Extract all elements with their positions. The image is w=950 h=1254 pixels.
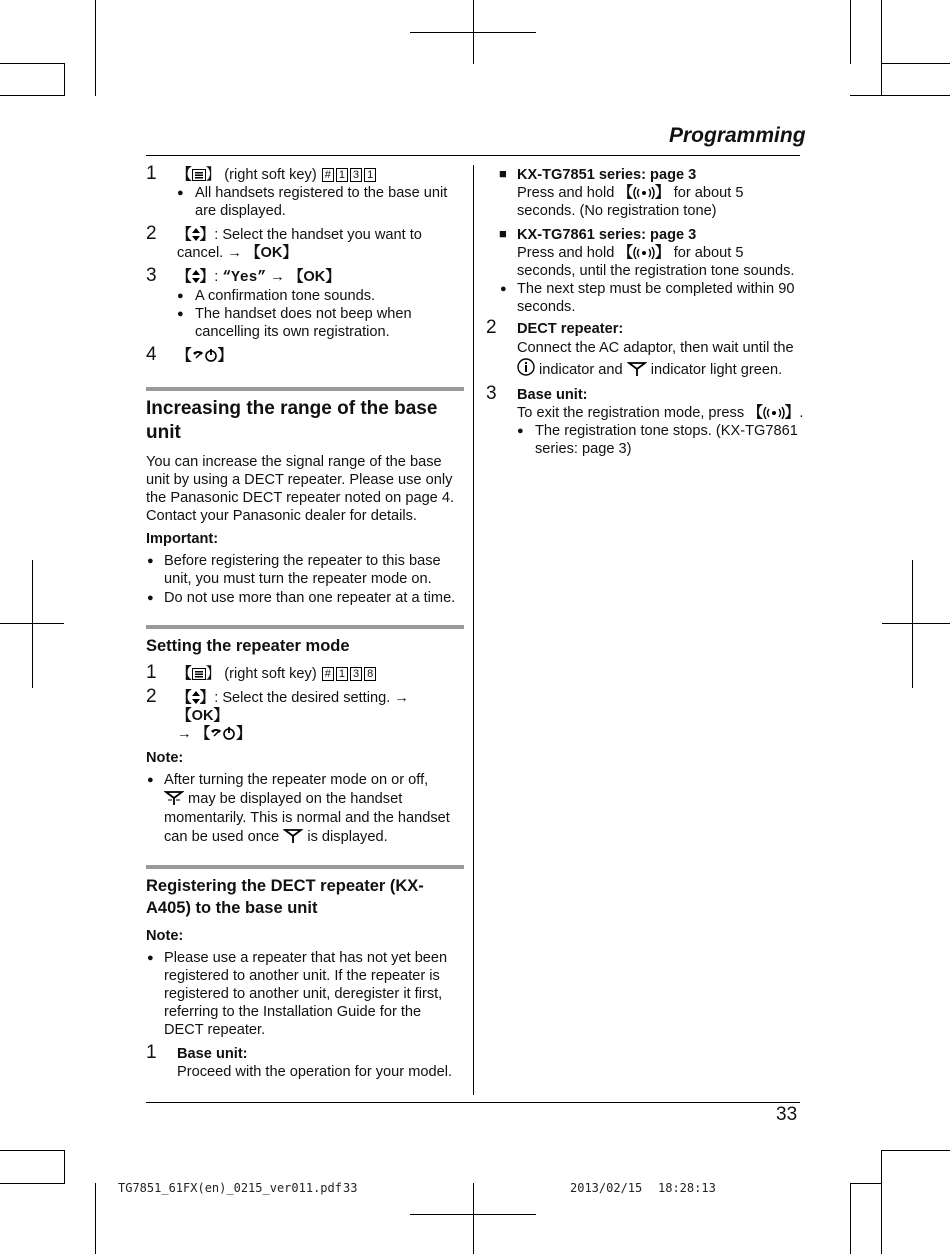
crop-mark: [850, 95, 950, 96]
crop-mark: [64, 63, 65, 96]
footer-rule: [146, 1102, 800, 1103]
crop-mark: [64, 1150, 65, 1184]
menu-key-icon: [192, 169, 206, 181]
register-step-1: 1 Base unit: Proceed with the operation for your model.: [146, 1042, 453, 1080]
menu-key-icon: [192, 668, 206, 680]
left-column: [146, 163, 464, 1087]
key-digit: 1: [364, 168, 376, 182]
key-digit: 3: [350, 168, 362, 182]
section-rule: [146, 625, 464, 629]
key-digit: 3: [350, 667, 362, 681]
antenna-icon: [627, 362, 647, 376]
page-number: 33: [776, 1104, 798, 1125]
model-block-7851: ■ KX-TG7851 series: page 3 Press and hold 【 】 for about 5 seconds. (No registration tone) ■ KX-TG7861 series: page 3 Press and hold 【 】 for about 5 seconds, until the registration tone sounds. ● The next step must be completed within 90 seconds.: [499, 166, 804, 316]
crop-mark: [881, 0, 882, 96]
right-step-2: 2 DECT repeater: Connect the AC adaptor, then wait until the indicator and indicator light green.: [486, 317, 794, 378]
section-rule: [146, 387, 464, 391]
dereg-step-4: 4 【 】: [146, 344, 233, 365]
important-label: Important:: [146, 531, 219, 547]
right-step-3: 3 Base unit: To exit the registration mode, press 【 】. ● The registration tone stops. (KX-TG7861 series: page 3): [486, 386, 804, 458]
crop-mark: [850, 1183, 851, 1254]
nav-key-icon: 【 】: [177, 690, 215, 706]
crop-mark: [850, 0, 851, 64]
footer-date: 2013/02/15: [570, 1181, 643, 1195]
crop-mark: [0, 623, 64, 624]
repeater-antenna-icon: [164, 791, 184, 805]
bullet-item: ● The handset does not beep when cancelling its own registration.: [177, 305, 464, 341]
bullet-item: ● All handsets registered to the base unit are displayed.: [177, 184, 464, 220]
bullet-item: ● The registration tone stops. (KX-TG7861 series: page 3): [517, 422, 804, 458]
crop-mark: [881, 1150, 882, 1254]
column-divider: [473, 165, 474, 1095]
crop-mark: [0, 1183, 64, 1184]
key-digit: 1: [336, 667, 348, 681]
section-rule: [146, 865, 464, 869]
repeater-step-2: 2 【 】: Select the desired setting. → 【OK】 → 【 】: [146, 686, 409, 742]
footer-filename: TG7851_61FX(en)_0215_ver011.pdf: [118, 1181, 342, 1195]
paragraph: You can increase the signal range of the base unit by using a DECT repeater. Please use only the Panasonic DECT repeater noted on page 4. Contact your Panasonic dealer for details.: [146, 454, 455, 524]
crop-mark: [410, 32, 536, 33]
bullet-item: ● A confirmation tone sounds.: [177, 287, 464, 305]
dereg-step-3: 3 【 】: “Yes” → 【OK】 ● A confirmation tone sounds. ● The handset does not beep when cancelling its own registration.: [146, 268, 464, 341]
crop-mark: [410, 1214, 536, 1215]
crop-mark: [0, 63, 64, 64]
bullet-item: ● Do not use more than one repeater at a time.: [146, 589, 464, 607]
key-digit: 8: [364, 667, 376, 681]
section-heading: Setting the repeater mode: [146, 637, 350, 655]
key-hash: #: [322, 168, 334, 182]
repeater-step-1: 1 【 】 (right soft key) # 1 3 8: [146, 665, 464, 683]
off-key-icon: 【 】: [177, 348, 233, 364]
section-heading: Increasing the range of the base unit: [146, 398, 438, 443]
crop-mark: [882, 623, 950, 624]
nav-key-icon: 【 】: [177, 269, 215, 285]
dereg-step-2: 2 【 】: Select the handset you want to cancel. → 【OK】: [146, 223, 422, 261]
locator-key-icon: 【 】: [618, 245, 670, 261]
crop-mark: [882, 63, 950, 64]
note-label: Note:: [146, 750, 184, 766]
crop-mark: [95, 0, 96, 96]
crop-mark: [0, 1150, 64, 1151]
key-digit: 1: [336, 168, 348, 182]
footer-page: 33: [343, 1181, 358, 1195]
key-hash: #: [322, 667, 334, 681]
footer-time: 18:28:13: [658, 1181, 716, 1195]
model-heading: ■ KX-TG7861 series: page 3: [499, 226, 804, 244]
section-heading: Registering the DECT repeater (KX-A405) to the base unit: [146, 877, 424, 917]
bullet-item: ● The next step must be completed within 90 seconds.: [499, 280, 804, 316]
bullet-item: ● Before registering the repeater to this base unit, you must turn the repeater mode on.: [146, 552, 464, 588]
crop-mark: [95, 1183, 96, 1254]
bullet-item: ● Please use a repeater that has not yet been registered to another unit. If the repeater is registered to another unit, deregister it first, referring to the Installation Guide for the DECT repeater.: [146, 949, 464, 1039]
crop-mark: [850, 1183, 882, 1184]
antenna-icon: [283, 829, 303, 843]
locator-key-icon: 【 】: [618, 185, 670, 201]
off-key-icon: 【 】: [195, 726, 251, 742]
dereg-step-1: 1 【 】 (right soft key) # 1 3 1 ● All handsets registered to the base unit are displayed.: [146, 166, 464, 220]
bullet-item: ● After turning the repeater mode on or off, may be displayed on the handset momentarily. This is normal and the handset can be used once is displayed.: [146, 771, 464, 847]
crop-mark: [882, 1150, 950, 1151]
crop-mark: [473, 1183, 474, 1254]
header-rule: [146, 155, 800, 156]
crop-mark: [32, 560, 33, 688]
crop-mark: [0, 95, 64, 96]
right-column: [486, 166, 804, 464]
model-heading: ■ KX-TG7851 series: page 3: [499, 166, 804, 184]
note-label: Note:: [146, 928, 184, 944]
nav-key-icon: 【 】: [177, 227, 215, 243]
info-indicator-icon: [517, 358, 535, 376]
crop-mark: [912, 560, 913, 688]
locator-key-icon: 【 】: [748, 405, 800, 421]
section-title: Programming: [669, 124, 806, 147]
